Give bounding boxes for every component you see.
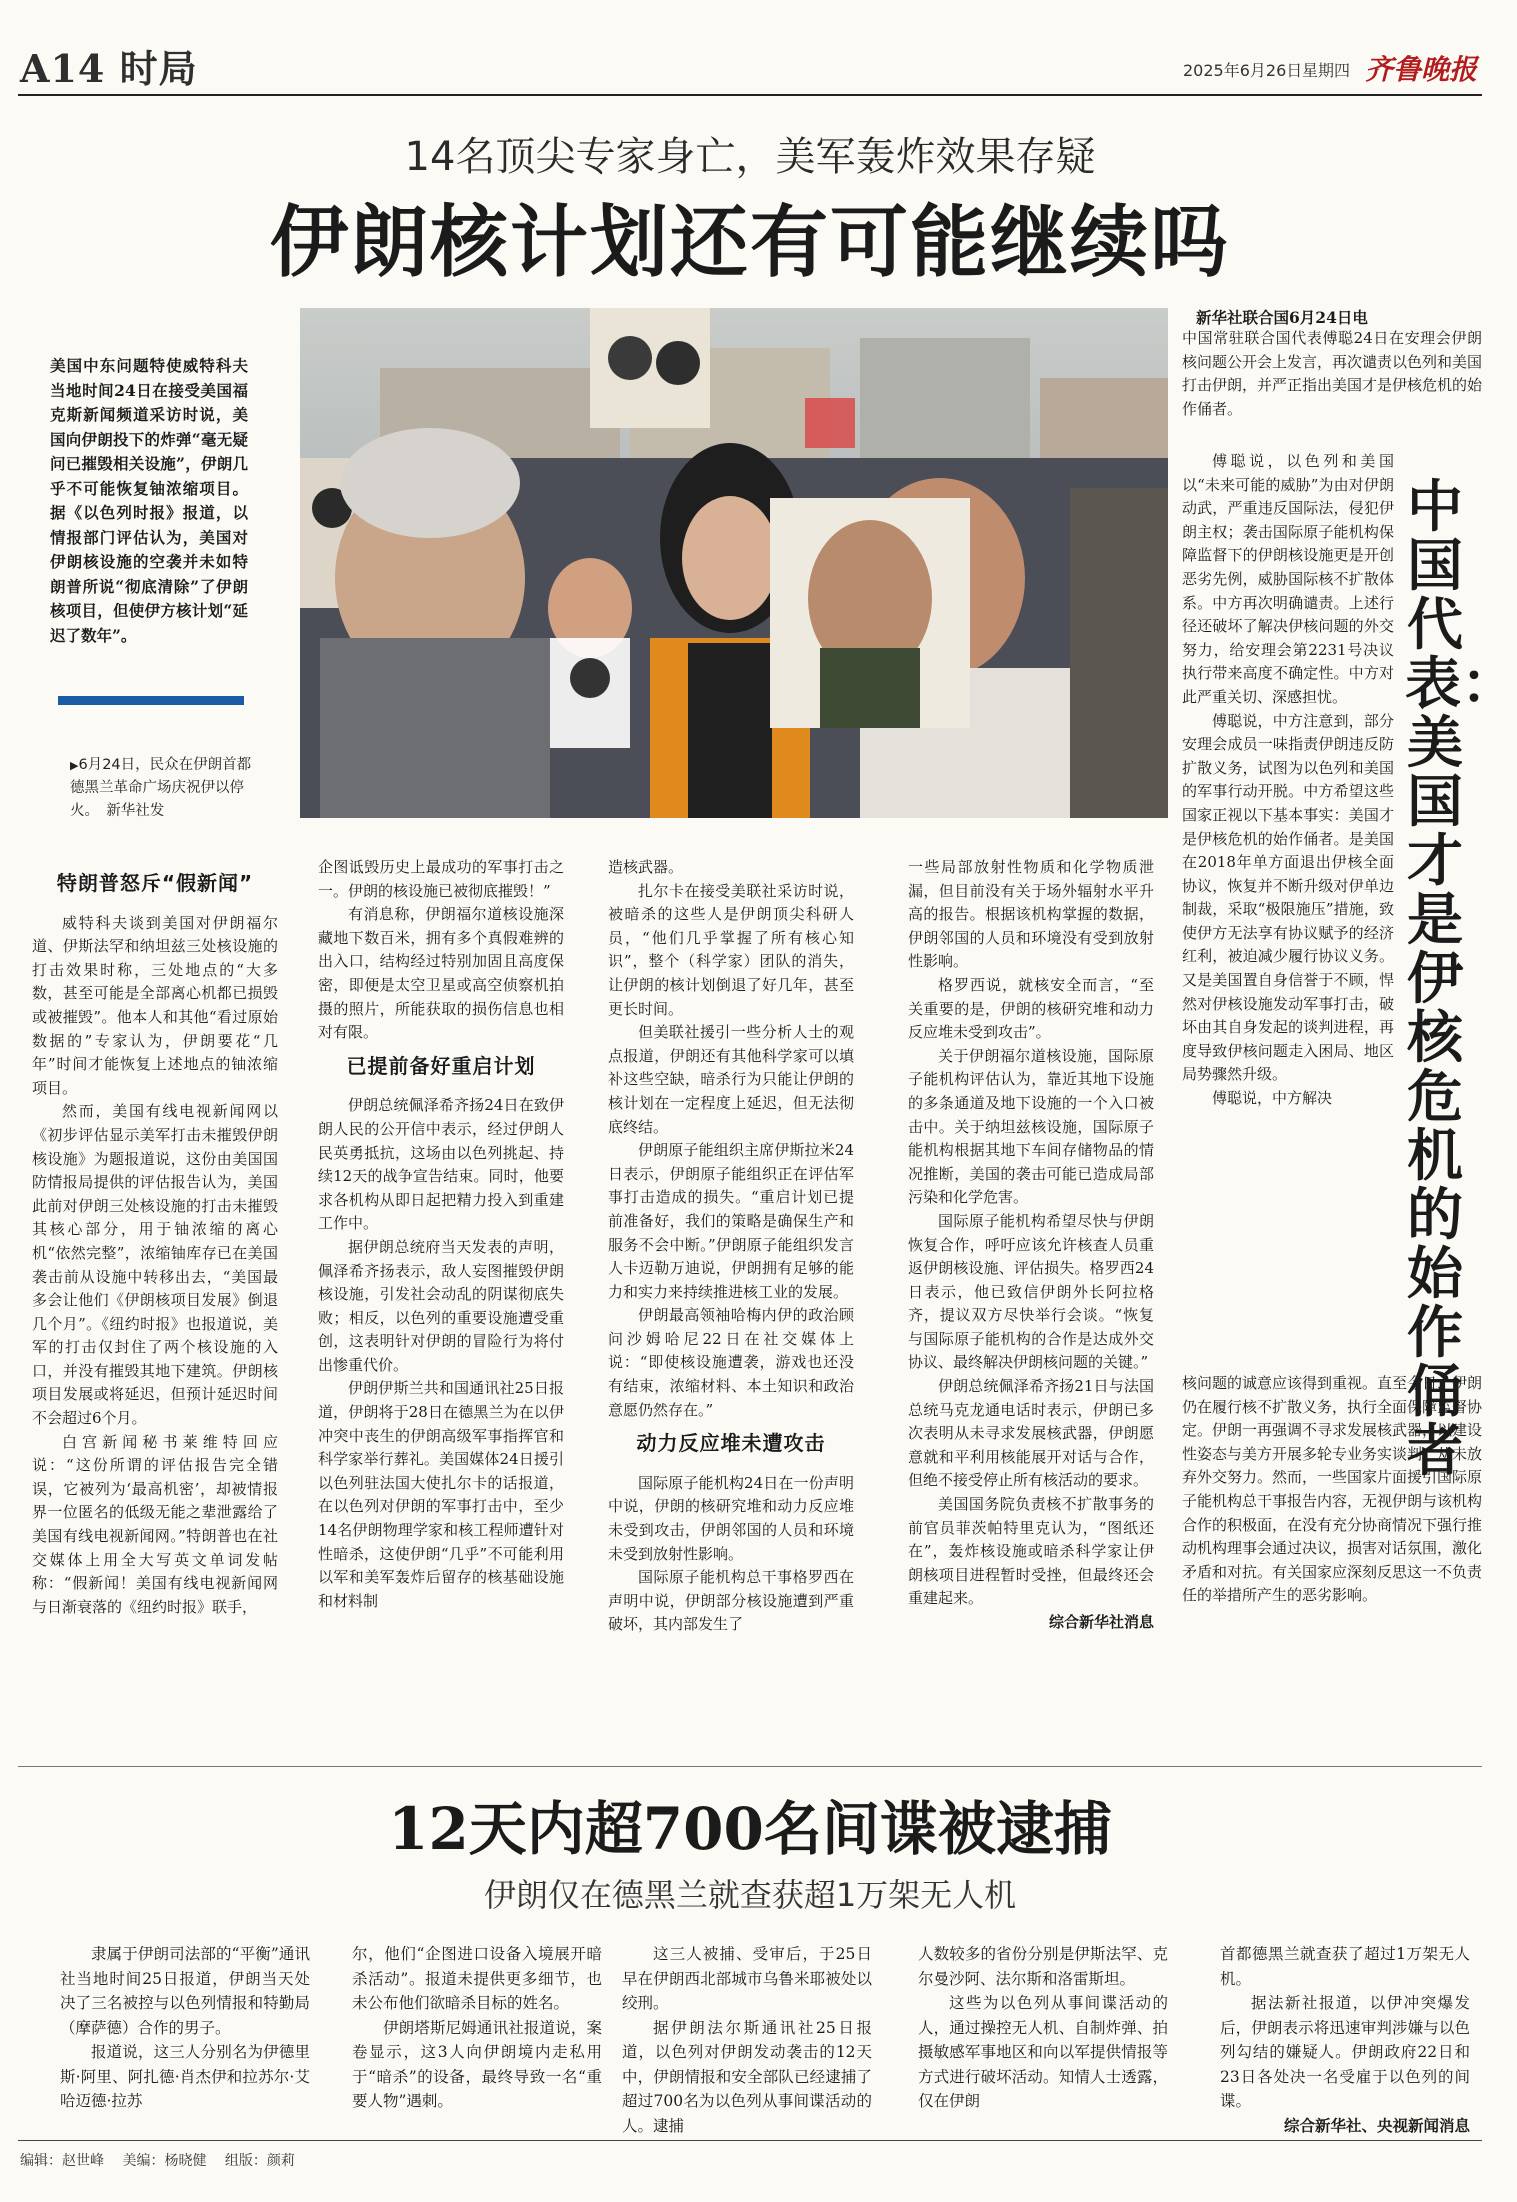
rally-photo <box>300 308 1168 818</box>
article-paragraph: 人数较多的省份分别是伊斯法罕、克尔曼沙阿、法尔斯和洛雷斯坦。 <box>918 1945 1168 1988</box>
lead-accent-bar <box>58 696 244 705</box>
article-paragraph: 有消息称，伊朗福尔道核设施深藏地下数百米，拥有多个真假难辨的出入口，结构经过特别加固且高度保密，即便是太空卫星或高空侦察机拍摄的照片，所能获取的损伤信息也相对有限。 <box>318 905 564 1042</box>
top-headline: 伊朗核计划还有可能继续吗 <box>269 197 1230 288</box>
bottom-column-2 <box>352 1942 602 2114</box>
bottom-headline: 12天内超700名间谍被逮捕 <box>388 1795 1112 1863</box>
top-rule <box>18 94 1482 96</box>
bottom-subheadline: 伊朗仅在德黑兰就查获超1万架无人机 <box>483 1876 1017 1914</box>
article-paragraph: 美国国务院负责核不扩散事务的前官员菲茨帕特里克认为，“图纸还在”，轰炸核设施或暗杀科学家让伊朗核项目进程暂时受挫，但最终还会重建起来。 <box>908 1495 1154 1608</box>
article-paragraph: 伊朗塔斯尼姆通讯社报道说，案卷显示，这3人向伊朗境内走私用于“暗杀”的设备，最终导致一名“重要人物”遇刺。 <box>352 2018 602 2110</box>
article-paragraph: 关于伊朗福尔道核设施，国际原子能机构评估认为，靠近其地下设施的多条通道及地下设施的一个入口被击中。关于纳坦兹核设施，国际原子能机构根据其地下车间存储物品的情况推断，美国的袭击可能已造成局部污染和化学危害。 <box>908 1046 1154 1207</box>
article-paragraph: 企图诋毁历史上最成功的军事打击之一。伊朗的核设施已被彻底摧毁！” <box>318 858 564 900</box>
article-paragraph: 造核武器。 <box>608 858 684 876</box>
sidebar-wide-text <box>1182 1372 1482 1608</box>
article-column-2 <box>318 856 564 1613</box>
photo-caption <box>70 754 258 823</box>
top-story-lead: 美国中东问题特使威特科夫当地时间24日在接受美国福克斯新闻频道采访时说，美国向伊朗投下的炸弹“毫无疑问已摧毁相关设施”，伊朗几乎不可能恢复铀浓缩项目。据《以色列时报》报道，以情报部门评估认为，美国对伊朗核设施的空袭并未如特朗普所说“彻底清除”了伊朗核项目，但使伊方核计划“延迟了数年”。 <box>50 356 248 645</box>
article-column-1 <box>32 862 278 1619</box>
article-paragraph: 伊朗伊斯兰共和国通讯社25日报道，伊朗将于28日在德黑兰为在以伊冲突中丧生的伊朗高级军事指挥官和科学家举行葬礼。美国媒体24日援引以色列驻法国大使扎尔卡的话报道，在以色列对伊朗的军事打击中，至少14名伊朗物理学家和核工程师遭针对性暗杀，这使伊朗“几乎”不可能利用以军和美军轰炸后留存的核基础设施和材料制 <box>318 1379 564 1610</box>
article-paragraph: 尔，他们“企图进口设备入境展开暗杀活动”。报道未提供更多细节，也未公布他们欲暗杀目标的姓名。 <box>352 1945 602 2012</box>
article-paragraph: 伊朗最高领袖哈梅内伊的政治顾问沙姆哈尼22日在社交媒体上说：“即使核设施遭袭，游戏也还没有结束，浓缩材料、本土知识和政治意愿仍然存在。” <box>608 1306 854 1419</box>
sidebar-paragraph: 核问题的诚意应该得到重视。直至今日，伊朗仍在履行核不扩散义务，执行全面保障监督协定。伊朗一再强调不寻求发展核武器，以建设性姿态与美方开展多轮专业务实谈判，从未放弃外交努力。然而，一些国家片面援引国际原子能机构总干事报告内容，无视伊朗与该机构合作的积极面，在没有充分协商情况下强行推动机构理事会通过决议，损害对话氛围，激化矛盾和对抗。有关国家应深刻反思这一不负责任的举措所产生的恶劣影响。 <box>1182 1374 1483 1605</box>
article-paragraph: 首都德黑兰就查获了超过1万架无人机。 <box>1220 1945 1470 1988</box>
publication-weekday: 星期四 <box>1302 61 1351 80</box>
article-paragraph: 但美联社援引一些分析人士的观点报道，伊朗还有其他科学家可以填补这些空缺，暗杀行为只能让伊朗的核计划在一定程度上延迟，但无法彻底终结。 <box>608 1023 854 1136</box>
sidebar-vertical-headline: 中国代表：美国才是伊核危机的始作俑者 <box>1405 474 1517 1484</box>
bottom-column-5 <box>1220 1942 1470 2138</box>
page-label: A14 时局 <box>20 46 198 91</box>
article-paragraph: 报道说，这三人分别名为伊德里斯·阿里、阿扎德·肖杰伊和拉苏尔·艾哈迈德·拉苏 <box>60 2043 310 2110</box>
article-paragraph: 伊朗原子能组织主席伊斯拉米24日表示，伊朗原子能组织正在评估军事打击造成的损失。“重启计划已提前准备好，我们的策略是确保生产和服务不会中断。”伊朗原子能组织发言人卡迈勒万迪说，伊朗拥有足够的能力和实力来持续推进核工业的发展。 <box>608 1141 854 1301</box>
bottom-rule <box>18 2140 1482 2141</box>
section-divider <box>18 1766 1482 1767</box>
article-paragraph: 国际原子能机构总干事格罗西在声明中说，伊朗部分核设施遭到严重破坏，其内部发生了 <box>608 1568 854 1634</box>
page-footer <box>20 2150 309 2170</box>
article-paragraph: 据法新社报道，以伊冲突爆发后，伊朗表示将迅速审判涉嫌与以色列勾结的嫌疑人。伊朗政府22日和23日各处决一名受雇于以色列的间谍。 <box>1220 1994 1470 2110</box>
article-paragraph: 然而，美国有线电视新闻网以《初步评估显示美军打击未摧毁伊朗核设施》为题报道说，这份由美国国防情报局提供的评估报告认为，美国此前对伊朗三处核设施的打击未摧毁其核心部分，用于铀浓缩的离心机“依然完整”，浓缩铀库存已在美国袭击前从设施中转移出去，“美国最多会让他们《伊朗核项目发展》倒退几个月”。《纽约时报》也报道说，美军的打击仅封住了两个核设施的入口，并没有摧毁其地下建筑。伊朗核项目发展或将延迟，但预计延迟时间不会超过6个月。 <box>32 1102 278 1428</box>
sidebar-dateline: 新华社联合国6月24日电 <box>1196 308 1368 327</box>
article-paragraph: 伊朗总统佩泽希齐扬21日与法国总统马克龙通电话时表示，伊朗已多次表明从未寻求发展核武器，伊朗愿意就和平利用核能展开对话与合作，但绝不接受停止所有核活动的要求。 <box>908 1377 1154 1490</box>
footer-editor: 编辑：赵世峰 <box>20 2153 104 2169</box>
article-column-3 <box>608 856 854 1637</box>
section-heading: 特朗普怒斥“假新闻” <box>56 871 254 895</box>
article-paragraph: 隶属于伊朗司法部的“平衡”通讯社当地时间25日报道，伊朗当天处决了三名被控与以色列情报和特勤局（摩萨德）合作的男子。 <box>60 1945 310 2037</box>
footer-layout-editor: 组版：颜莉 <box>224 2153 295 2169</box>
sidebar-paragraph: 傅聪说，中方注意到，部分安理会成员一味指责伊朗违反防扩散义务，试图为以色列和美国的军事行动开脱。中方希望这些国家正视以下基本事实：美国才是伊核危机的始作俑者。是美国在2018年单方面退出伊核全面协议，恢复并不断升级对伊单边制裁，采取“极限施压”措施，致使伊方无法享有协议赋予的经济红利，被迫减少履行协议义务。又是美国置自身信誉于不顾，悍然对伊核设施发动军事打击，破坏由其自身发起的谈判进程，再度导致伊核问题走入困局、地区局势骤然升级。 <box>1182 711 1394 1084</box>
article-signature: 综合新华社消息 <box>1048 1613 1154 1631</box>
article-paragraph: 格罗西说，就核安全而言，“至关重要的是，伊朗的核研究堆和动力反应堆未受到攻击”。 <box>908 975 1154 1042</box>
article-paragraph: 威特科夫谈到美国对伊朗福尔道、伊斯法罕和纳坦兹三处核设施的打击效果时称，三处地点的“大多数，甚至可能是全部离心机都已损毁或被摧毁”。他本人和其他“看过原始数据的”专家认为，伊朗要花“几年”时间才能恢复上述地点的铀浓缩项目。 <box>32 913 278 1097</box>
bottom-column-3 <box>622 1942 872 2138</box>
publication-date: 2025年6月26日 <box>1183 61 1303 80</box>
article-paragraph: 据伊朗法尔斯通讯社25日报道，以色列对伊朗发动袭击的12天中，伊朗情报和安全部队已经逮捕了超过700名为以色列从事间谍活动的人。逮捕 <box>622 2018 872 2135</box>
article-paragraph: 这些为以色列从事间谍活动的人，通过操控无人机、自制炸弹、拍摄敏感军事地区和向以军提供情报等方式进行破坏活动。知情人士透露，仅在伊朗 <box>918 1994 1168 2110</box>
article-paragraph: 白宫新闻秘书莱维特回应说：“这份所谓的评估报告完全错误，它被列为‘最高机密’，却被情报界一位匿名的低级无能之辈泄露给了美国有线电视新闻网。”特朗普也在社交媒体上用全大写英文单词发帖称：“假新闻！美国有线电视新闻网与日渐衰落的《纽约时报》联手， <box>32 1432 278 1616</box>
footer-art-editor: 美编：杨晓健 <box>122 2153 207 2169</box>
bottom-column-1 <box>60 1942 310 2114</box>
article-paragraph: 一些局部放射性物质和化学物质泄漏，但目前没有关于场外辐射水平升高的报告。根据该机构掌握的数据，伊朗邻国的人员和环境没有受到放射性影响。 <box>908 858 1154 971</box>
rally-photo-illustration <box>300 308 1168 818</box>
article-column-4 <box>908 856 1154 1635</box>
caption-marker-icon: ▶ <box>70 759 79 772</box>
article-paragraph: 伊朗总统佩泽希齐扬24日在致伊朗人民的公开信中表示，经过伊朗人民英勇抵抗，这场由以色列挑起、持续12天的战争宣告结束。同时，他要求各机构从即日起把精力投入到重建工作中。 <box>318 1096 564 1233</box>
article-paragraph: 国际原子能机构希望尽快与伊朗恢复合作，呼吁应该允许核查人员重返伊朗核设施、评估损失。格罗西24日表示，他已致信伊朗外长阿拉格齐，提议双方尽快举行会谈。“恢复与国际原子能机构的合作是达成外交协议、最终解决伊朗核问题的关键。” <box>908 1211 1154 1372</box>
caption-text: 6月24日，民众在伊朗首都德黑兰革命广场庆祝伊以停火。 新华社发 <box>70 757 252 819</box>
top-subheadline: 14名顶尖专家身亡，美军轰炸效果存疑 <box>404 134 1096 180</box>
section-heading: 动力反应堆未遭攻击 <box>636 1431 826 1456</box>
sidebar-paragraph: 傅聪说，以色列和美国以“未来可能的威胁”为由对伊朗动武，严重违反国际法，侵犯伊朗主权；袭击国际原子能机构保障监督下的伊朗核设施更是开创恶劣先例，威胁国际核不扩散体系。中方再次明确谴责。上述行径还破坏了解决伊核问题的外交努力，给安理会第2231号决议执行带来高度不确定性。中方对此严重关切、深感担忧。 <box>1182 452 1394 706</box>
article-paragraph: 这三人被捕、受审后，于25日早在伊朗西北部城市乌鲁米耶被处以绞刑。 <box>622 1945 872 2012</box>
bottom-column-4 <box>918 1942 1168 2114</box>
sidebar-lead <box>1182 327 1482 421</box>
sidebar-narrow-text <box>1182 450 1394 1111</box>
article-paragraph: 扎尔卡在接受美联社采访时说，被暗杀的这些人是伊朗顶尖科研人员，“他们几乎掌握了所有核心知识”，整个（科学家）团队的消失，让伊朗的核计划倒退了好几年，甚至更长时间。 <box>608 881 854 1018</box>
sidebar-paragraph: 傅聪说，中方解决 <box>1212 1089 1333 1108</box>
sidebar-lead-text: 中国常驻联合国代表傅聪24日在安理会伊朗核问题公开会上发言，再次谴责以色列和美国打击伊朗，并严正指出美国才是伊核危机的始作俑者。 <box>1182 329 1483 418</box>
article-signature: 综合新华社、央视新闻消息 <box>1283 2116 1470 2135</box>
newspaper-masthead: 齐鲁晚报 <box>1365 53 1478 86</box>
section-heading: 已提前备好重启计划 <box>346 1053 536 1078</box>
article-paragraph: 国际原子能机构24日在一份声明中说，伊朗的核研究堆和动力反应堆未受到攻击，伊朗邻国的人员和环境未受到放射性影响。 <box>608 1473 854 1563</box>
article-paragraph: 据伊朗总统府当天发表的声明，佩泽希齐扬表示，敌人妄图摧毁伊朗核设施，引发社会动乱的阴谋彻底失败；相反，以色列的重要设施遭受重创，这表明针对伊朗的冒险行为将付出惨重代价。 <box>318 1237 564 1374</box>
